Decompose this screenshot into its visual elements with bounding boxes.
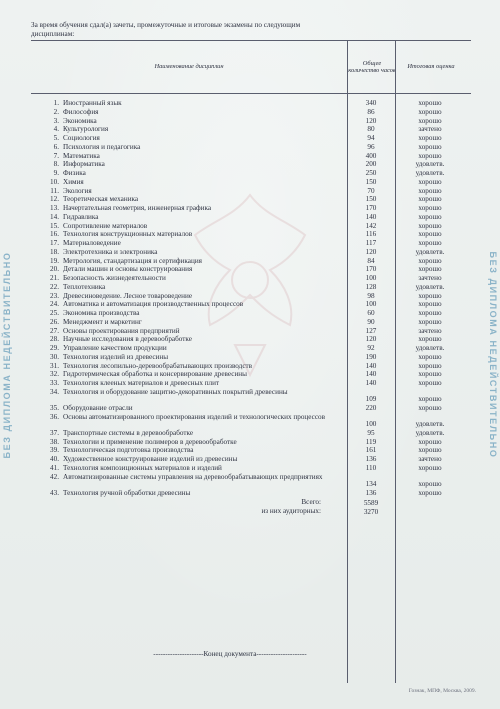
hours-value: 170 — [365, 265, 377, 274]
discipline-name: Гидротермическая обработка и консервирование древесины — [63, 370, 247, 379]
discipline-name: Технология композиционных материалов и изделий — [63, 463, 222, 472]
row-number: 35. — [50, 403, 59, 412]
hours-value: 110 — [365, 463, 377, 472]
row-number: 17. — [50, 239, 59, 247]
discipline-name: Информатика — [63, 160, 105, 169]
table-row — [31, 161, 471, 170]
right-margin-security-text — [486, 0, 500, 709]
hours-value: 100 — [365, 300, 377, 309]
row-number: 21. — [50, 274, 59, 282]
discipline-name: Физика — [63, 169, 86, 177]
grades-table — [31, 40, 471, 683]
table-row — [31, 490, 471, 499]
grade-value: удовлетв. — [415, 247, 445, 256]
row-number: 15. — [50, 221, 59, 230]
grade-value: удовлетв. — [415, 344, 445, 352]
hours-value: 220 — [365, 403, 377, 412]
table-row — [31, 109, 471, 118]
row-number: 42. — [50, 472, 59, 481]
discipline-name: Художественное конструирование изделий из древесины — [63, 455, 238, 464]
grade-value: зачтено — [418, 125, 442, 134]
grade-value: хорошо — [418, 479, 442, 488]
discipline-name: Математика — [63, 151, 100, 160]
grade-value: хорошо — [418, 195, 442, 204]
hours-value: 400 — [365, 151, 377, 160]
row-number: 23. — [50, 291, 59, 300]
grade-value: хорошо — [418, 265, 442, 274]
grade-value: хорошо — [418, 204, 442, 212]
row-number: 4. — [53, 125, 59, 134]
hours-value: 117 — [365, 239, 377, 247]
row-number: 36. — [50, 412, 59, 421]
grade-value: хорошо — [418, 335, 442, 344]
discipline-name: Основы автоматизированного проектирования изделий и технологических процессов — [63, 412, 326, 421]
end-of-document: ---------------------Конец документа--------------------- — [153, 650, 307, 658]
hours-value: 116 — [365, 230, 377, 239]
hours-value: 150 — [365, 195, 377, 204]
hours-value: 100 — [365, 274, 377, 282]
discipline-name: Иностранный язык — [63, 99, 122, 107]
hours-value: 80 — [367, 125, 375, 134]
grade-value: хорошо — [418, 151, 442, 160]
discipline-name: Технологическая подготовка производства — [63, 446, 194, 455]
row-number: 11. — [50, 186, 59, 195]
row-number: 16. — [50, 230, 59, 239]
grade-value: хорошо — [418, 370, 442, 379]
row-number: 30. — [50, 352, 59, 361]
row-number: 20. — [50, 265, 59, 274]
row-number: 37. — [50, 428, 59, 437]
discipline-name: Автоматика и автоматизация производственных процессов — [63, 300, 244, 309]
grade-value: зачтено — [418, 455, 442, 464]
discipline-name: Транспортные системы в деревообработке — [63, 428, 194, 437]
header-discipline: Наименование дисциплин — [154, 63, 224, 71]
hours-value: 60 — [367, 309, 375, 317]
grade-value: хорошо — [418, 239, 442, 247]
discipline-name: Культурология — [63, 125, 109, 134]
total-auditory-label: из них аудиторных: — [261, 507, 321, 516]
row-number: 5. — [53, 134, 59, 142]
row-number: 39. — [50, 446, 59, 455]
grade-value: хорошо — [418, 134, 442, 142]
grade-value: хорошо — [418, 488, 442, 497]
grade-value: хорошо — [418, 379, 442, 387]
header-hours: Общее количество часов — [347, 41, 396, 93]
hours-value: 84 — [367, 256, 375, 265]
hours-value: 136 — [365, 455, 377, 464]
hours-value: 150 — [365, 177, 377, 186]
grade-value: хорошо — [418, 437, 442, 446]
left-side-text: БЕЗ ДИПЛОМА НЕДЕЙСТВИТЕЛЬНО — [2, 251, 12, 458]
discipline-name: Детали машин и основы конструирования — [63, 265, 193, 274]
grade-value: хорошо — [418, 221, 442, 230]
discipline-name: Теоретическая механика — [63, 195, 139, 204]
hours-value: 120 — [365, 247, 377, 256]
row-number: 22. — [50, 282, 59, 291]
discipline-name: Основы проектирования предприятий — [63, 326, 180, 335]
hours-value: 136 — [365, 488, 377, 497]
discipline-name: Начертательная геометрия, инженерная графика — [63, 204, 212, 212]
row-number: 6. — [53, 142, 59, 151]
row-number: 13. — [50, 204, 59, 212]
table-row — [31, 414, 471, 430]
grade-value: удовлетв. — [415, 428, 445, 437]
grade-value: хорошо — [418, 291, 442, 300]
discipline-name: Технология и оборудование защитно-декоративных покрытий древесины — [63, 387, 288, 396]
hours-value: 140 — [365, 370, 377, 379]
right-side-text: БЕЗ ДИПЛОМА НЕДЕЙСТВИТЕЛЬНО — [488, 251, 498, 458]
grade-value: хорошо — [418, 256, 442, 265]
table-header — [31, 40, 471, 94]
total-auditory — [31, 507, 471, 516]
row-number: 33. — [50, 379, 59, 387]
discipline-name: Социология — [63, 134, 100, 142]
discipline-name: Автоматизированные системы управления на деревообрабатывающих предприятиях — [63, 472, 323, 481]
discipline-name: Электротехника и электроника — [63, 247, 158, 256]
discipline-name: Оборудование отрасли — [63, 403, 133, 412]
row-number: 24. — [50, 300, 59, 309]
printer-imprint: Гознак, МПФ, Москва, 2009. — [408, 688, 476, 694]
row-number: 10. — [50, 177, 59, 186]
grade-value: хорошо — [418, 446, 442, 455]
row-number: 29. — [50, 344, 59, 352]
grade-value: хорошо — [418, 361, 442, 370]
discipline-name: Технология клееных материалов и древесных плит — [63, 379, 220, 387]
discipline-name: Научные исследования в деревообработке — [63, 335, 192, 344]
row-number: 3. — [53, 116, 59, 125]
row-number: 19. — [50, 256, 59, 265]
grade-value: хорошо — [418, 186, 442, 195]
grade-value: хорошо — [418, 107, 442, 116]
discipline-name: Гидравлика — [63, 212, 99, 221]
hours-value: 100 — [365, 420, 377, 429]
intro-text: За время обучения сдал(а) зачеты, промежуточные и итоговые экзамены по следующим дисциплинам: — [31, 21, 301, 38]
row-number: 31. — [50, 361, 59, 370]
hours-value: 109 — [365, 395, 377, 404]
discipline-name: Безопасность жизнедеятельности — [63, 274, 166, 282]
discipline-name: Древесиноведение. Лесное товароведение — [63, 291, 193, 300]
hours-value: 96 — [367, 142, 375, 151]
table-row — [31, 179, 471, 188]
grade-value: хорошо — [418, 463, 442, 472]
hours-value: 340 — [365, 99, 377, 107]
row-number: 41. — [50, 463, 59, 472]
left-margin-security-text — [0, 0, 14, 709]
row-number: 26. — [50, 317, 59, 326]
row-number: 14. — [50, 212, 59, 221]
row-number: 7. — [53, 151, 59, 160]
discipline-name: Метрология, стандартизация и сертификация — [63, 256, 202, 265]
hours-value: 140 — [365, 361, 377, 370]
discipline-name: Экология — [63, 186, 92, 195]
row-number: 8. — [53, 160, 59, 169]
discipline-name: Менеджмент и маркетинг — [63, 317, 142, 326]
hours-value: 142 — [365, 221, 377, 230]
grade-value: хорошо — [418, 142, 442, 151]
row-number: 32. — [50, 370, 59, 379]
discipline-name: Технология конструкционных материалов — [63, 230, 193, 239]
hours-value: 250 — [365, 169, 377, 177]
hours-value: 200 — [365, 160, 377, 169]
hours-value: 90 — [367, 317, 375, 326]
hours-value: 140 — [365, 212, 377, 221]
grade-value: удовлетв. — [415, 282, 445, 291]
hours-value: 127 — [365, 326, 377, 335]
table-row — [31, 389, 471, 405]
grade-value: хорошо — [418, 403, 442, 412]
row-number: 25. — [50, 309, 59, 317]
hours-value: 134 — [365, 479, 377, 488]
hours-value: 190 — [365, 352, 377, 361]
grade-value: хорошо — [418, 230, 442, 239]
grade-value: удовлетв. — [415, 169, 445, 177]
grade-value: зачтено — [418, 274, 442, 282]
hours-value: 120 — [365, 116, 377, 125]
hours-value: 170 — [365, 204, 377, 212]
hours-value: 120 — [365, 335, 377, 344]
hours-value: 94 — [367, 134, 375, 142]
hours-value: 70 — [367, 186, 375, 195]
hours-value: 92 — [367, 344, 375, 352]
total-all-label: Всего: — [301, 498, 321, 507]
discipline-name: Технология ручной обработки древесины — [63, 488, 191, 497]
hours-value: 140 — [365, 379, 377, 387]
hours-value: 161 — [365, 446, 377, 455]
row-number: 38. — [50, 437, 59, 446]
row-number: 28. — [50, 335, 59, 344]
table-row — [31, 474, 471, 490]
discipline-name: Технологии и применение полимеров в деревообработке — [63, 437, 237, 446]
total-auditory-hours: 3270 — [363, 507, 379, 516]
discipline-name: Сопротивление материалов — [63, 221, 148, 230]
discipline-name: Философия — [63, 107, 99, 116]
grade-value: удовлетв. — [415, 420, 445, 429]
discipline-name: Химия — [63, 177, 84, 186]
grade-value: удовлетв. — [415, 160, 445, 169]
row-number: 40. — [50, 455, 59, 464]
row-number: 1. — [53, 99, 59, 107]
discipline-name: Экономика — [63, 116, 97, 125]
hours-value: 98 — [367, 291, 375, 300]
row-number: 27. — [50, 326, 59, 335]
grade-value: хорошо — [418, 352, 442, 361]
row-number: 2. — [53, 107, 59, 116]
table-row — [31, 170, 471, 179]
grade-value: хорошо — [418, 177, 442, 186]
grade-value: хорошо — [418, 309, 442, 317]
grade-value: хорошо — [418, 395, 442, 404]
discipline-list — [31, 100, 471, 516]
row-number: 43. — [50, 488, 59, 497]
hours-value: 95 — [367, 428, 375, 437]
discipline-name: Управление качеством продукции — [63, 344, 167, 352]
row-number: 12. — [50, 195, 59, 204]
discipline-name: Материаловедение — [63, 239, 121, 247]
hours-value: 86 — [367, 107, 375, 116]
discipline-name: Психология и педагогика — [63, 142, 141, 151]
row-number: 34. — [50, 387, 59, 396]
discipline-name: Теплотехника — [63, 282, 106, 291]
table-body — [31, 94, 471, 683]
total-all — [31, 498, 471, 507]
grade-value: хорошо — [418, 99, 442, 107]
discipline-name: Экономика производства — [63, 309, 140, 317]
grade-value: хорошо — [418, 212, 442, 221]
total-all-hours: 5589 — [363, 498, 379, 507]
grade-value: хорошо — [418, 116, 442, 125]
grade-value: хорошо — [418, 317, 442, 326]
row-number: 9. — [53, 169, 59, 177]
discipline-name: Технология лесопильно-деревообрабатывающих производств — [63, 361, 253, 370]
hours-value: 119 — [365, 437, 377, 446]
hours-value: 128 — [365, 282, 377, 291]
header-grade: Итоговая оценка — [395, 41, 466, 93]
discipline-name: Технология изделий из древесины — [63, 352, 169, 361]
row-number: 18. — [50, 247, 59, 256]
grade-value: зачтено — [418, 326, 442, 335]
grade-value: хорошо — [418, 300, 442, 309]
